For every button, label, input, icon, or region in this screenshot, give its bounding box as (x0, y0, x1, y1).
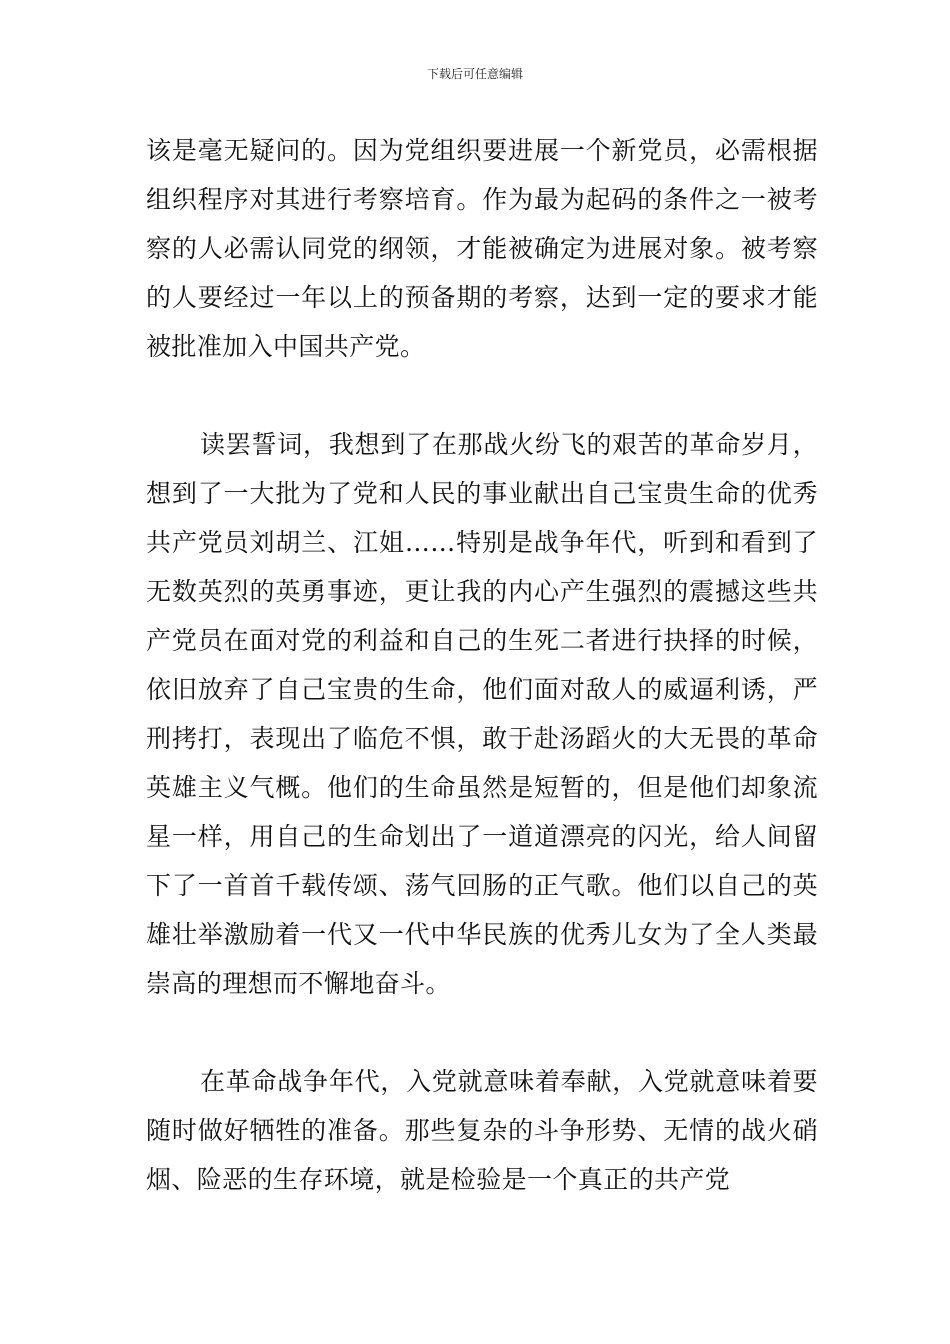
paragraph-3: 在革命战争年代，入党就意味着奉献，入党就意味着要随时做好牺牲的准备。那些复杂的斗争形势、无情的战火硝烟、险恶的生存环境，就是检验是一个真正的共产党 (146, 1067, 818, 1194)
paragraph-2: 读罢誓词，我想到了在那战火纷飞的艰苦的革命岁月，想到了一大批为了党和人民的事业献出自己宝贵生命的优秀共产党员刘胡兰、江姐……特别是战争年代，听到和看到了无数英烈的英勇事迹，更让我的内心产生强烈的震撼这些共产党员在面对党的利益和自己的生死二者进行抉择的时候，依旧放弃了自己宝贵的生命，他们面对敌人的威逼利诱，严刑拷打，表现出了临危不惧，敢于赴汤蹈火的大无畏的革命英雄主义气概。他们的生命虽然是短暂的，但是他们却象流星一样，用自己的生命划出了一道道漂亮的闪光，给人间留下了一首首千载传颂、荡气回肠的正气歌。他们以自己的英雄壮举激励着一代又一代中华民族的优秀儿女为了全人类最崇高的理想而不懈地奋斗。 (146, 430, 818, 998)
paragraph-spacer (146, 1008, 818, 1057)
paragraph-1: 该是毫无疑问的。因为党组织要进展一个新党员，必需根据组织程序对其进行考察培育。作为最为起码的条件之一被考察的人必需认同党的纲领，才能被确定为进展对象。被考察的人要经过一年以上的预备期的考察，达到一定的要求才能被批准加入中国共产党。 (146, 136, 818, 361)
paragraph-spacer (146, 371, 818, 420)
document-body (146, 126, 818, 1204)
page-header-note: 下载后可任意编辑 (426, 67, 523, 81)
